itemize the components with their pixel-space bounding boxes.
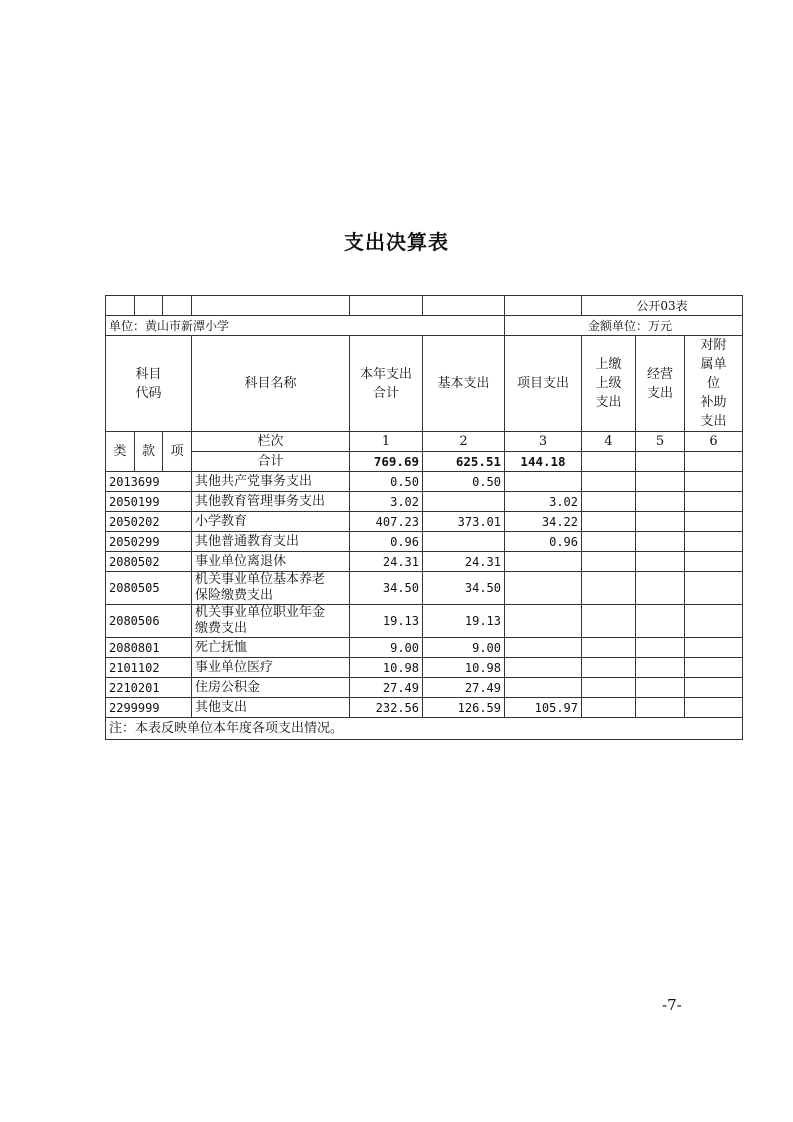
- row-project: [505, 552, 582, 572]
- empty-cell: [582, 532, 636, 552]
- empty-cell: [636, 678, 685, 698]
- header-column-no: 栏次: [192, 432, 350, 452]
- row-basic: 27.49: [423, 678, 505, 698]
- empty-cell: [636, 698, 685, 718]
- table-row: [106, 512, 743, 532]
- empty-cell: [685, 638, 743, 658]
- empty-cell: [685, 572, 743, 605]
- table-note: 注：本表反映单位本年度各项支出情况。: [106, 718, 743, 740]
- empty-cell: [582, 472, 636, 492]
- empty-cell: [636, 658, 685, 678]
- subject-name: 机关事业单位基本养老 保险缴费支出: [192, 572, 350, 605]
- unit-label: 单位：黄山市新潭小学: [106, 316, 505, 336]
- total-basic: 625.51: [423, 452, 505, 472]
- subject-name: 小学教育: [192, 512, 350, 532]
- empty-cell: [636, 638, 685, 658]
- subject-name: 其他教育管理事务支出: [192, 492, 350, 512]
- header-turn-over: 上缴 上级 支出: [582, 336, 636, 432]
- col-number: 2: [423, 432, 505, 452]
- table-row: [106, 638, 743, 658]
- col-number: 3: [505, 432, 582, 452]
- header-total: 本年支出 合计: [350, 336, 423, 432]
- row-basic: 373.01: [423, 512, 505, 532]
- row-total: 10.98: [350, 658, 423, 678]
- row-project: [505, 658, 582, 678]
- header-subsidiary: 对附 属单 位 补助 支出: [685, 336, 743, 432]
- top-row: [106, 296, 743, 316]
- row-basic: 24.31: [423, 552, 505, 572]
- empty-cell: [685, 512, 743, 532]
- subject-name: 事业单位离退休: [192, 552, 350, 572]
- expenditure-table: [105, 295, 743, 740]
- empty-cell: [685, 492, 743, 512]
- empty-cell: [582, 512, 636, 532]
- table-code: 公开03表: [582, 296, 743, 316]
- subject-code: 2050199: [106, 492, 192, 512]
- header-row: [106, 336, 743, 432]
- header-xiang: 项: [163, 432, 192, 472]
- page-number: -7-: [662, 996, 682, 1014]
- col-number: 4: [582, 432, 636, 452]
- row-basic: 0.50: [423, 472, 505, 492]
- table-row: [106, 552, 743, 572]
- empty-cell: [582, 678, 636, 698]
- table-row: [106, 492, 743, 512]
- subject-code: 2013699: [106, 472, 192, 492]
- row-total: 0.96: [350, 532, 423, 552]
- note-row: [106, 718, 743, 740]
- row-project: [505, 638, 582, 658]
- subject-name: 其他共产党事务支出: [192, 472, 350, 492]
- empty-cell: [636, 492, 685, 512]
- column-number-row: [106, 432, 743, 452]
- header-lei: 类: [106, 432, 135, 472]
- subject-code: 2299999: [106, 698, 192, 718]
- empty-cell: [685, 605, 743, 638]
- row-project: [505, 678, 582, 698]
- empty-cell: [582, 492, 636, 512]
- subject-code: 2080502: [106, 552, 192, 572]
- subject-name: 住房公积金: [192, 678, 350, 698]
- subject-code: 2101102: [106, 658, 192, 678]
- row-total: 27.49: [350, 678, 423, 698]
- row-total: 3.02: [350, 492, 423, 512]
- empty-cell: [636, 572, 685, 605]
- row-basic: 19.13: [423, 605, 505, 638]
- row-project: [505, 572, 582, 605]
- empty-cell: [636, 552, 685, 572]
- empty-cell: [685, 532, 743, 552]
- empty-cell: [636, 512, 685, 532]
- subject-name: 其他普通教育支出: [192, 532, 350, 552]
- table-row: [106, 678, 743, 698]
- row-total: 9.00: [350, 638, 423, 658]
- empty-cell: [685, 472, 743, 492]
- row-basic: [423, 532, 505, 552]
- empty-cell: [685, 698, 743, 718]
- row-total: 0.50: [350, 472, 423, 492]
- header-subject-name: 科目名称: [192, 336, 350, 432]
- empty-cell: [636, 472, 685, 492]
- total-value: 769.69: [350, 452, 423, 472]
- table-row: [106, 698, 743, 718]
- row-project: 105.97: [505, 698, 582, 718]
- col-number: 5: [636, 432, 685, 452]
- amount-unit: 金额单位：万元: [505, 316, 743, 336]
- row-total: 19.13: [350, 605, 423, 638]
- empty-cell: [582, 698, 636, 718]
- table-row: [106, 532, 743, 552]
- subject-name: 机关事业单位职业年金 缴费支出: [192, 605, 350, 638]
- empty-cell: [582, 552, 636, 572]
- subject-code: 2080506: [106, 605, 192, 638]
- total-label: 合计: [192, 452, 350, 472]
- row-project: 34.22: [505, 512, 582, 532]
- empty-cell: [582, 572, 636, 605]
- row-basic: 126.59: [423, 698, 505, 718]
- header-subject-code: 科目 代码: [106, 336, 192, 432]
- row-total: 232.56: [350, 698, 423, 718]
- subject-name: 事业单位医疗: [192, 658, 350, 678]
- empty-cell: [685, 658, 743, 678]
- row-basic: 34.50: [423, 572, 505, 605]
- empty-cell: [582, 605, 636, 638]
- row-project: 0.96: [505, 532, 582, 552]
- header-project: 项目支出: [505, 336, 582, 432]
- table-row: [106, 472, 743, 492]
- table-row: [106, 605, 743, 638]
- subject-code: 2210201: [106, 678, 192, 698]
- row-project: 3.02: [505, 492, 582, 512]
- total-row: [106, 452, 743, 472]
- row-basic: [423, 492, 505, 512]
- row-project: [505, 605, 582, 638]
- row-basic: 9.00: [423, 638, 505, 658]
- table-row: [106, 658, 743, 678]
- header-operating: 经营 支出: [636, 336, 685, 432]
- subject-name: 其他支出: [192, 698, 350, 718]
- row-project: [505, 472, 582, 492]
- subject-code: 2050202: [106, 512, 192, 532]
- header-basic: 基本支出: [423, 336, 505, 432]
- row-basic: 10.98: [423, 658, 505, 678]
- page-title: 支出决算表: [344, 230, 449, 254]
- col-number: 1: [350, 432, 423, 452]
- row-total: 34.50: [350, 572, 423, 605]
- subject-code: 2080505: [106, 572, 192, 605]
- empty-cell: [685, 678, 743, 698]
- subject-code: 2080801: [106, 638, 192, 658]
- empty-cell: [636, 532, 685, 552]
- row-total: 407.23: [350, 512, 423, 532]
- empty-cell: [582, 658, 636, 678]
- row-total: 24.31: [350, 552, 423, 572]
- header-kuan: 款: [135, 432, 163, 472]
- empty-cell: [582, 638, 636, 658]
- unit-row: [106, 316, 743, 336]
- total-project: 144.18: [505, 452, 582, 472]
- subject-code: 2050299: [106, 532, 192, 552]
- subject-name: 死亡抚恤: [192, 638, 350, 658]
- table-row: [106, 572, 743, 605]
- empty-cell: [636, 605, 685, 638]
- empty-cell: [685, 552, 743, 572]
- col-number: 6: [685, 432, 743, 452]
